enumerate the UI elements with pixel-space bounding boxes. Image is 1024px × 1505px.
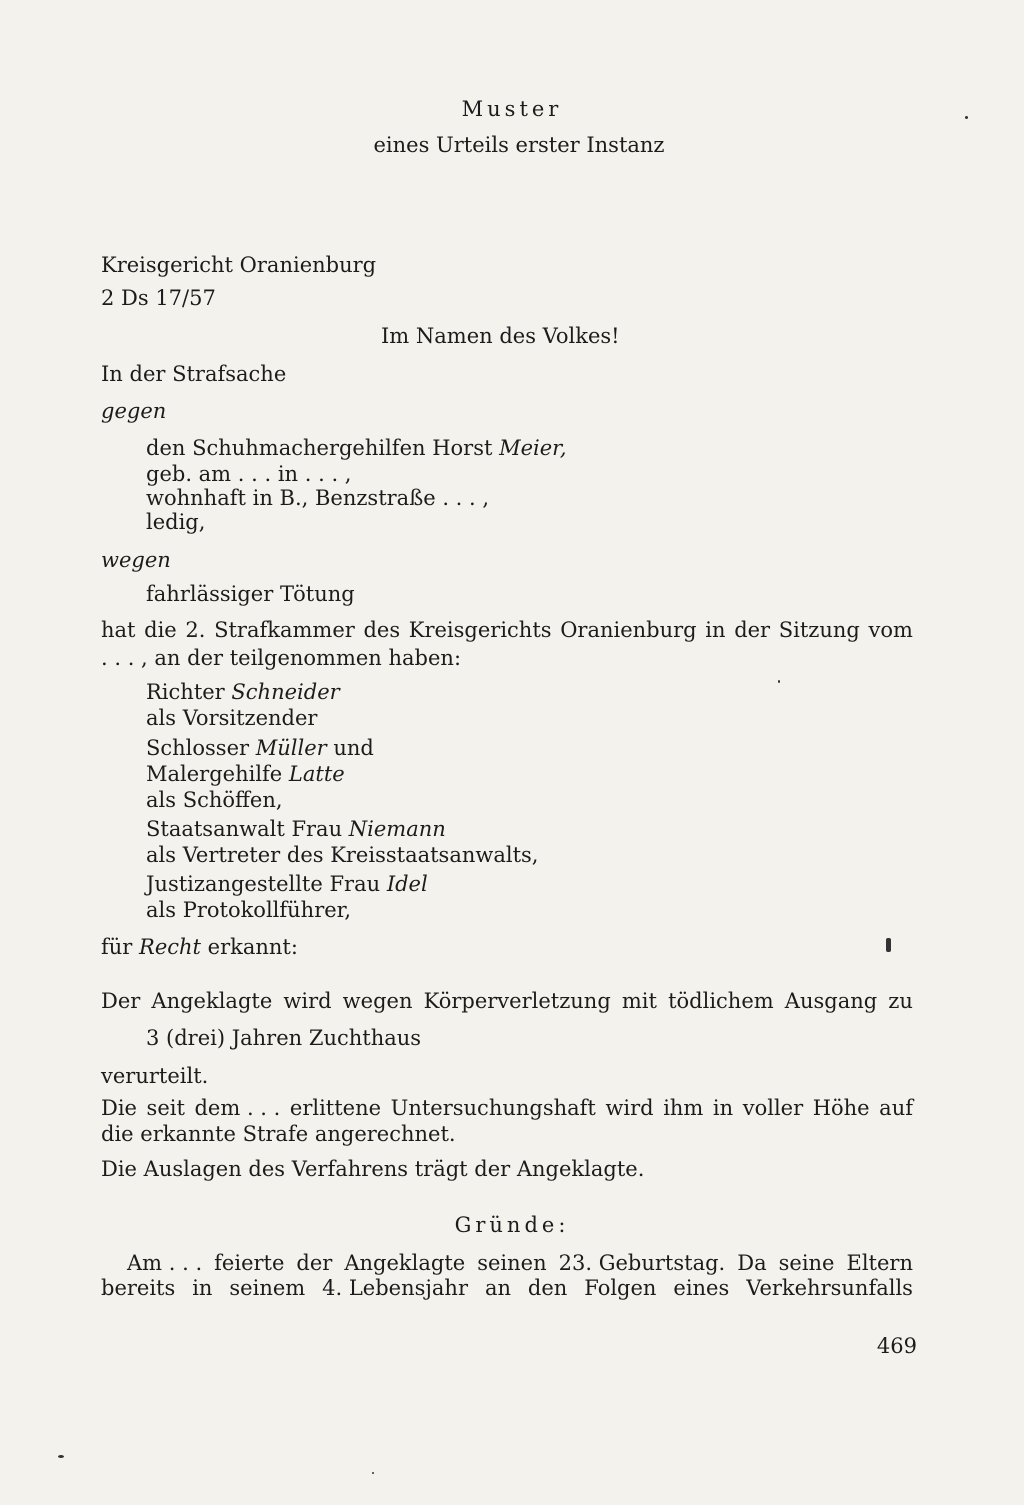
wegen-label: wegen — [101, 548, 171, 572]
case-intro: In der Strafsache — [101, 362, 287, 386]
participant-3-role: als Schöffen, — [146, 788, 283, 812]
charge: fahrlässiger Tötung — [146, 582, 355, 606]
participant-3: Malergehilfe Latte — [146, 762, 345, 786]
participant-4: Staatsanwalt Frau Niemann — [146, 817, 446, 841]
ink-speck — [778, 680, 780, 683]
reasons-line-1: Am . . . feierte der Angeklagte seinen 23. Geburtstag. Da seine Eltern — [127, 1251, 913, 1275]
file-number: 2 Ds 17/57 — [101, 286, 216, 310]
ink-speck — [886, 938, 891, 952]
defendant-line-1: den Schuhmachergehilfen Horst Meier, — [146, 436, 567, 460]
court-name: Kreisgericht Oranienburg — [101, 253, 377, 277]
panel-line-2: . . . , an der teilgenommen haben: — [101, 646, 462, 670]
defendant-name: Meier, — [499, 436, 567, 460]
defendant-line-3: wohnhaft in B., Benzstraße . . . , — [146, 486, 490, 510]
participant-1: Richter Schneider — [146, 680, 340, 704]
verdict-intro: für Recht erkannt: — [101, 935, 298, 959]
defendant-line-4: ledig, — [146, 510, 206, 534]
reasons-heading: Gründe: — [454, 1213, 570, 1237]
costs: Die Auslagen des Verfahrens trägt der Angeklagte. — [101, 1157, 645, 1181]
verdict-line-1: Der Angeklagte wird wegen Körperverletzung mit tödlichem Ausgang zu — [101, 989, 913, 1013]
custody-line-1: Die seit dem . . . erlittene Untersuchungshaft wird ihm in voller Höhe auf — [101, 1096, 913, 1120]
gegen-label: gegen — [101, 399, 167, 423]
ink-speck — [965, 116, 968, 119]
participant-1-role: als Vorsitzender — [146, 706, 318, 730]
participant-5: Justizangestellte Frau Idel — [146, 872, 428, 896]
defendant-line-2: geb. am . . . in . . . , — [146, 462, 352, 486]
formula: Im Namen des Volkes! — [381, 324, 620, 348]
ink-speck — [372, 1472, 374, 1474]
participant-2: Schlosser Müller und — [146, 736, 374, 760]
custody-line-2: die erkannte Strafe angerechnet. — [101, 1122, 456, 1146]
page-number: 469 — [876, 1334, 917, 1358]
verurteilt: verurteilt. — [101, 1064, 209, 1088]
panel-line-1: hat die 2. Strafkammer des Kreisgerichts Oranienburg in der Sitzung vom — [101, 618, 913, 642]
heading-title: Muster — [461, 97, 563, 121]
reasons-line-2: bereits in seinem 4. Lebensjahr an den Folgen eines Verkehrsunfalls — [101, 1276, 913, 1300]
sentence: 3 (drei) Jahren Zuchthaus — [146, 1026, 422, 1050]
participant-4-role: als Vertreter des Kreisstaatsanwalts, — [146, 843, 539, 867]
ink-speck — [58, 1455, 64, 1458]
heading-subtitle: eines Urteils erster Instanz — [373, 133, 665, 157]
participant-5-role: als Protokollführer, — [146, 898, 352, 922]
